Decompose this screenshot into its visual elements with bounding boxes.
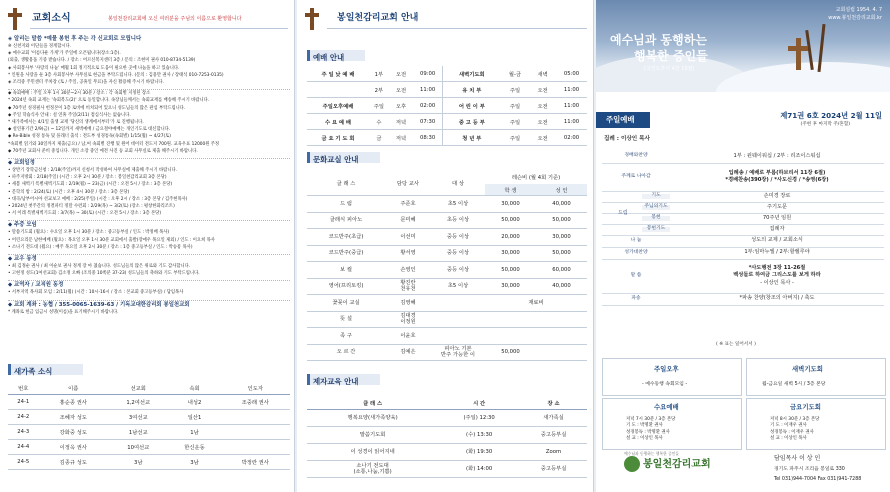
table-cell: 주일 <box>501 98 530 114</box>
news-line: ◆ 70주년 성경필사 헌정본이 1층 로비에 비치되어 있으니 성도님들의 많은 관심 부탁드립니다. <box>8 105 186 111</box>
table-cell: 저녁 <box>389 130 413 146</box>
news-line: ※ 신천지와 이단들을 경계합시다. <box>8 44 72 49</box>
table-cell: 50,000 <box>485 212 536 229</box>
table-cell: 수 <box>369 114 389 130</box>
service-detail <box>674 170 880 184</box>
table-cell: 저녁 <box>389 114 413 130</box>
sunday-label: 주일예배 <box>606 115 635 124</box>
table-cell: 영어(프리토킹) <box>307 278 385 295</box>
news-line: • 새봄 새벽기 특별새벽기도회 : 2/19(월) ~ 23(금) (시간 : 오전 5시 / 장소 : 3층 본당) <box>8 182 173 188</box>
worship-title: 예배 안내 <box>313 53 345 62</box>
table-row <box>307 98 587 114</box>
table-cell: 40,000 <box>536 278 587 295</box>
church-logo-icon <box>624 456 640 472</box>
afternoon-text: - 예수동행 속회모임 - <box>642 382 688 387</box>
table-cell: 코드반주(초급) <box>307 229 385 246</box>
news-line: • 말씀기도회 (월요) : 수요일 오후 1시 30분 / 장소 : 중고등부실 / 인도 : 박정배 목사) <box>8 230 170 236</box>
table-cell: 재료비 <box>485 295 587 312</box>
welcome-text: 봉일천감리교회에 오신 여러분을 주님의 이름으로 환영합니다 <box>108 16 242 22</box>
service-detail-line: *경배찬송(390장) / *사도신경 / *송영(6장) <box>725 177 829 183</box>
afternoon-title: 주일오후 <box>654 365 679 373</box>
table-cell: (주일) 12:30 <box>438 410 520 427</box>
news-line: • 최 김정순 권사 / 최 이순보 권사 정계 장 마 쳤습니다. 성도님들의 많은 위로와 기도 감사합니다. <box>8 264 191 269</box>
service-detail-line: 1부 : 윈웨이워십 / 2부 : 리조이스워십 <box>733 152 821 159</box>
table-cell: 주일 <box>369 98 389 114</box>
table-cell <box>307 82 369 98</box>
table-cell: 10여선교 <box>108 440 169 455</box>
news-line: ◈ 예수교회 '이름다운 가게'가 주일에 오픈됩니다(장소:1층). <box>8 51 121 57</box>
friday-title: 금요기도회 <box>790 403 821 411</box>
footer-tagline: 예수님과 동행하는 행복한 증인들 <box>624 451 679 456</box>
table-cell: (수) 13:30 <box>438 427 520 444</box>
service-detail <box>674 295 880 302</box>
news-line: (외출, 생활용품 기증 받습니다. / 장소 : 어르신복지센터 3층 / 문의 : 조현미 권사 010-8734-5139) <box>8 58 196 64</box>
service-detail <box>674 215 880 222</box>
table-row <box>307 427 587 444</box>
table-cell: 07:30 <box>413 114 442 130</box>
table-row <box>307 82 587 98</box>
table-cell: 주일 <box>501 114 530 130</box>
table-row <box>8 395 290 410</box>
table-cell: 30,000 <box>485 196 536 213</box>
table-cell: 30,000 <box>536 229 587 246</box>
table-cell: 초5 이상 <box>431 196 485 213</box>
column-header: 번호 <box>8 382 39 395</box>
table-cell: 09:00 <box>413 66 442 82</box>
service-detail <box>674 204 880 211</box>
service-label: 경배와찬양 <box>624 153 648 158</box>
table-cell: 일산1 <box>169 410 221 425</box>
website: www.봉일천감리교회.kr <box>828 15 882 21</box>
table-cell: 50,000 <box>485 344 536 361</box>
column-header: 속회 <box>169 382 221 395</box>
table-cell: 조중래 권사 <box>221 395 290 410</box>
service-label: 말 씀 <box>630 272 642 278</box>
table-cell: 한신운동 <box>169 440 221 455</box>
table-cell: 주 일 낮 예 배 <box>307 66 369 82</box>
table-cell: 행복요양(새가족양육) <box>307 410 438 427</box>
news-line: • 소나기 전도대 (월요) : 매주 목요일 오후 2시 30분 / 장소 : 1층 중고등부실 / 인도 : 박승룡 목사) <box>8 244 193 250</box>
table-cell: 주일 <box>501 82 530 98</box>
table-cell: 보 컬 <box>307 262 385 279</box>
table-cell: 오전 <box>389 66 413 82</box>
table-cell: 김대경 이정원 <box>385 311 431 328</box>
service-detail <box>674 193 880 200</box>
table-cell <box>536 328 587 345</box>
table-cell: 클래식 피아노 <box>307 212 385 229</box>
news-line: • 서 이레 특별새벽기도회 : 3/7(목) ~ 30(토) (시간 : 오전 5시 / 장소 : 3층 본당) <box>8 211 162 217</box>
table-cell: 60,000 <box>536 262 587 279</box>
table-cell: 청 년 부 <box>443 130 501 146</box>
service-detail-line: *파송 찬양(창조의 아버지) / 축도 <box>739 295 815 302</box>
culture-table: 클 래 스 담당 교사 대 상 레슨비 (월 4회 기준) 학 생 성 인 드 럼 주준호 초5 이상 30,000 40,000 클래식 피아노 문미혜 초등 이상 50,000 50,000 코드반주(초급) 이선미 중등 이상 20,000 30,000 코드반주(중급) 황서영 중등 이상 30,000 50,000 보 컬 손영인 중등 이상 50,000 60,000 영어(프리토킹) 황진란 천유천 초5 이상 30,000 40,000 꽃꽂이 교실 김영혜 재료비 뜻 설 김대경 이정원 족 구 이윤호 오 르 간 김예은 피아노 기본 반주 가능한 이 50,000 <box>307 170 587 361</box>
table-cell <box>431 295 485 312</box>
cover-title-1: 예수님과 동행하는 <box>610 33 707 47</box>
news-line: • 파주지방회 : 2/18(주일) (시간 : 오후 2시 30분 / 장소 : 봉일천감리교회 3층 본당) <box>8 175 167 181</box>
cross-logo-icon <box>8 8 22 30</box>
table-cell: 새가족실 <box>520 410 587 427</box>
table-cell: 02:00 <box>556 130 587 146</box>
service-detail <box>674 237 880 244</box>
issue-subtitle: (주현 후 마지막 주/혼혈) <box>800 122 850 127</box>
table-row <box>307 229 587 246</box>
cross-icon <box>788 38 808 70</box>
table-cell: 1부 <box>369 66 389 82</box>
table-cell: 24-1 <box>8 395 39 410</box>
column-header: 클 래 스 <box>307 396 438 410</box>
table-cell <box>536 311 587 328</box>
table-cell: 박정란 권사 <box>221 455 290 470</box>
table-cell: 11:00 <box>413 82 442 98</box>
table-cell: 홍순종 권사 <box>39 395 108 410</box>
table-row <box>8 455 290 470</box>
table-cell: 유 치 부 <box>443 82 501 98</box>
news-line: • 2024년 첫주간의 정결파티 정말 수련회 : 2/29(목) ~ 3/2(토) (장소 : 평창한화리조트) <box>8 204 175 209</box>
table-cell: 문미혜 <box>385 212 431 229</box>
service-detail <box>674 265 880 287</box>
news-title: 교회소식 <box>32 13 71 24</box>
table-cell: 중 고 등 부 <box>443 114 501 130</box>
table-cell: Zoom <box>520 444 587 461</box>
dawn-box <box>746 358 886 396</box>
table-cell: 이 성경이 읽어지네 <box>307 444 438 461</box>
table-row <box>307 344 587 361</box>
dawn-title: 새벽기도회 <box>792 365 823 373</box>
table-cell: 족 구 <box>307 328 385 345</box>
table-cell <box>221 410 290 425</box>
founding-date: 교회설립 1954. 4. 7 <box>835 7 882 13</box>
table-cell: 이정옥 권사 <box>39 440 108 455</box>
news-line: ◆ 속회예배 : 주일 오후 1시 30분~2시 30분 / 장소 : 각 속회별 지정된 장소 <box>8 91 151 97</box>
table-cell: 30,000 <box>485 245 536 262</box>
table-cell <box>485 311 536 328</box>
service-detail <box>674 226 880 233</box>
disciple-title: 제자교육 안내 <box>313 377 359 386</box>
table-row <box>307 461 587 478</box>
news-line: ◈ 사회봉사부 '사랑의 나눔' 매월 1회 정기적으로 도움이 필요한 곳에 나눔을 하고 있습니다. <box>8 65 180 71</box>
table-cell: 중등 이상 <box>431 245 485 262</box>
table-row <box>8 410 290 425</box>
service-label: 성가대찬양 <box>624 249 648 255</box>
table-cell: 코드반주(중급) <box>307 245 385 262</box>
table-cell: 1남선교 <box>108 425 169 440</box>
box-line: 저녁 7시 30분 / 3층 본당 <box>626 417 676 422</box>
news-line: * 인원을 사랑을 둔 3층 사회봉사부 사무실로 현금을 부탁드립니다. (문의 : 김용만 권사 / 장태석 010-7253-0135) <box>8 72 224 78</box>
news-line: ◆ 교역자 / 교직원 동정 <box>8 282 64 289</box>
table-cell: 08:30 <box>413 130 442 146</box>
box-line: 설 교 : 이상인 목사 <box>626 436 663 442</box>
news-line: • 대곡/남부어시아 선교보고 예배 : 2/25(주일) (시간 : 오후 2시 / 장소 : 3층 본당 / 김주현목사) <box>8 196 188 202</box>
table-cell: 24-2 <box>8 410 39 425</box>
table-cell: 24-5 <box>8 455 39 470</box>
table-cell: 11:00 <box>556 98 587 114</box>
table-cell: 새벽기도회 <box>443 66 501 82</box>
service-detail-line: 주기도문 <box>766 203 788 210</box>
bulletin-cover-panel <box>596 0 890 492</box>
table-cell: 오전 <box>529 130 556 146</box>
table-row <box>307 196 587 213</box>
service-detail-line: 손미경 장로 <box>763 192 791 199</box>
table-cell: 24-4 <box>8 440 39 455</box>
new-family-title: 새가족 소식 <box>14 367 53 376</box>
table-cell: 금 <box>369 130 389 146</box>
table-cell: 중등 이상 <box>431 229 485 246</box>
new-family-table <box>8 382 290 470</box>
news-line: • 문학의 밤 : 2/24(토) (시간 : 오후 4시 30분 / 장소 : 3층 본당) <box>8 189 130 195</box>
worship-table <box>307 66 587 146</box>
table-cell: 말씀기도회 <box>307 427 438 444</box>
service-detail <box>674 249 880 256</box>
table-cell: 02:00 <box>413 98 442 114</box>
table-cell <box>221 425 290 440</box>
news-line: ◆ Re-Bible 성경 통독 및 플래너 출석 : 전도부 성경통독(속회별) 1/15(월) ~ 4/27(토) <box>8 134 171 140</box>
box-line: 성경봉독 : 이재우 권사 <box>770 429 814 435</box>
table-cell: 손영인 <box>385 262 431 279</box>
table-cell <box>536 344 587 361</box>
table-cell <box>485 328 536 345</box>
cover-verse: (고린도후서 4장 10절) <box>644 66 695 72</box>
info-panel <box>297 0 594 492</box>
table-cell: (화) 14:00 <box>438 461 520 478</box>
church-phone: Tel 031)944-7004 Fax 031)941-7288 <box>774 477 862 482</box>
issue-number: 제71권 6호 2024년 2월 11일 <box>780 111 882 120</box>
table-cell <box>431 311 485 328</box>
news-line: ◈ 조리중 주민센터 주차장 (토 / 주일, 공휴일 무료)을 자신 활용해 주시기 바랍니다. <box>8 80 164 85</box>
table-cell: 김종규 성도 <box>39 455 108 470</box>
table-cell: 20,000 <box>485 229 536 246</box>
table-cell: 11:00 <box>556 114 587 130</box>
disciple-table <box>307 396 587 478</box>
service-detail-line: 1부:임마누엘 / 2부:할렐루야 <box>744 249 810 256</box>
table-cell: 김예은 <box>385 344 431 361</box>
table-cell: 주준호 <box>385 196 431 213</box>
news-line: • 어린요리문 남한예배 (월요) : 목요일 오후 1시 30분 교회에서 출발(장애우 목요일 제외) / 인도 : 이요희 목사 <box>8 237 215 243</box>
table-row <box>8 440 290 455</box>
table-cell: 50,000 <box>536 245 587 262</box>
table-cell: 어 린 이 부 <box>443 98 501 114</box>
table-row <box>307 295 587 312</box>
table-cell: 3여선교 <box>108 410 169 425</box>
table-cell: 중등 이상 <box>431 262 485 279</box>
table-row <box>307 245 587 262</box>
pastor-name: 담임목사 이 상 인 <box>774 455 821 462</box>
table-cell: 주일 <box>501 130 530 146</box>
offering-group-label: 드림 <box>618 210 628 216</box>
table-cell: 30,000 <box>485 278 536 295</box>
service-detail-line: 집례자 <box>769 225 785 232</box>
service-item <box>602 163 884 192</box>
service-detail-line: 성도의 교제 / 교회소식 <box>751 237 803 244</box>
service-label: 봉헌 <box>642 216 670 221</box>
column-header: 장 소 <box>520 396 587 410</box>
info-title: 봉일천감리교회 안내 <box>337 13 419 23</box>
table-row <box>307 114 587 130</box>
service-label: 주께로 나아감 <box>621 173 651 179</box>
news-panel <box>0 0 295 492</box>
news-line: ◆ 주중 모임 <box>8 222 37 229</box>
table-cell: 피아노 기본 반주 가능한 이 <box>431 344 485 361</box>
table-cell: 40,000 <box>536 196 587 213</box>
service-detail <box>674 153 880 160</box>
table-cell: 50,000 <box>485 262 536 279</box>
table-row <box>307 444 587 461</box>
table-cell: 이선미 <box>385 229 431 246</box>
dawn-text: 월-금요일 새벽 5시 / 3층 본당 <box>762 382 826 387</box>
table-cell: 중고등부실 <box>520 427 587 444</box>
box-line: 성경봉독 : 박명환 권사 <box>626 429 670 435</box>
divider <box>8 158 290 160</box>
news-line: ◆ 교회 계좌 : 농협 / 355-0065-1639-63 / 기독교대한감리회 봉일천교회 <box>8 301 190 308</box>
table-cell: 금 요 기 도 회 <box>307 130 369 146</box>
box-line: 설 교 : 이상인 목사 <box>770 436 807 442</box>
service-item <box>602 293 884 306</box>
news-line: ◆ 70주년 교회사 준비 중입니다. 개인 소장 중인 예전 사진 등 교회 사무실로 제출 해주시기 바랍니다. <box>8 148 198 154</box>
news-line: • 상반기 장학금신청 : 2/18(주일)까지 신청서 작성하여 사무실에 제출해 주시기 바랍니다. <box>8 168 177 173</box>
column-header: 인도자 <box>221 382 290 395</box>
news-line: • 고현정 성도(1여선교회) 김소정 오빠 (조의중 10쪽분 37-23) 성도님들의 축하와 기도 부탁드립니다. <box>8 271 200 277</box>
service-label: 나 눔 <box>630 237 642 243</box>
news-line: • 서부지역 목사회 모임 : 2/11(월) (시간 : 10시-16시 / 장소 : 본교회 중고등부실) / 담임목사 <box>8 290 184 296</box>
table-cell: 이윤호 <box>385 328 431 345</box>
table-cell: 05:00 <box>556 66 587 82</box>
table-cell: 강화중 성도 <box>39 425 108 440</box>
table-cell: 오전 <box>529 82 556 98</box>
table-cell <box>221 440 290 455</box>
news-line: * 새가족에서는 4/1일 출생 교재 '당신의 생계에서부터'가 로 진행됩니다. <box>8 120 144 125</box>
church-address: 경기도 파주시 조리읍 봉일로 330 <box>774 467 845 472</box>
table-row <box>307 410 587 427</box>
table-cell: 조혜자 성도 <box>39 410 108 425</box>
table-cell: 3남 <box>169 455 221 470</box>
table-cell: 꽃꽂이 교실 <box>307 295 385 312</box>
column-header: 이름 <box>39 382 108 395</box>
table-row <box>307 130 587 146</box>
table-cell: 김영혜 <box>385 295 431 312</box>
service-label: 기도 <box>642 194 670 199</box>
service-detail-line: 백성들로 하여금 그리스도를 보게 하라 <box>733 272 821 279</box>
news-line: *속회별 읽기와 30일까지 제출(금요) / 남,여 속회별 진행 및 원어 데이터 전도지 700원. 교육우표 12000원 주정 <box>8 141 220 147</box>
table-cell: 2부 <box>369 82 389 98</box>
culture-title: 문화교실 안내 <box>313 155 359 164</box>
table-cell: 황진란 천유천 <box>385 278 431 295</box>
table-cell: 초5 이상 <box>431 278 485 295</box>
news-line: ◆ 설연휴기간 2/9(금) ~ 12일까지 새벽예배 / 금요철야예배는 개인기도로 대신합니다. <box>8 127 171 133</box>
cross-logo-icon <box>305 8 319 30</box>
news-line: ◆ 교회일정 <box>8 160 35 166</box>
table-row <box>307 278 587 295</box>
table-cell: 1,2여선교 <box>108 395 169 410</box>
afternoon-box <box>602 358 742 396</box>
table-row <box>8 425 290 440</box>
news-line: ◆ 교우 동정 <box>8 256 37 262</box>
table-cell: (화) 19:30 <box>438 444 520 461</box>
table-cell: 황서영 <box>385 245 431 262</box>
table-cell: 초등 이상 <box>431 212 485 229</box>
box-line: 저녁 8시 30분 / 3층 본당 <box>770 417 820 422</box>
table-cell: 오전 <box>389 82 413 98</box>
service-item <box>602 150 884 164</box>
service-detail-line: - 이상인 목사 - <box>760 279 794 286</box>
news-line: * 2024년 속회 교재는 '속회복도(2)' 으로 동일합니다. 속장님들께서는 속회교재를 배송해 주시기 바랍니다. <box>8 98 210 104</box>
box-line: 기 도 : 박명환 권사 <box>626 423 663 429</box>
table-cell: 내성2 <box>169 395 221 410</box>
column-header: 선교회 <box>108 382 169 395</box>
divider <box>8 254 290 256</box>
service-detail-line: 70주년 임원 <box>762 214 792 221</box>
divider <box>8 220 290 222</box>
table-cell: 오 르 간 <box>307 344 385 361</box>
table-row <box>307 311 587 328</box>
table-cell: 중고등부실 <box>520 461 587 478</box>
table-cell: 새벽 <box>529 66 556 82</box>
footer-church-name: 봉일천감리교회 <box>643 459 711 470</box>
table-cell: 월-금 <box>501 66 530 82</box>
column-header: 시 간 <box>438 396 520 410</box>
news-line: ◆ 주일 학습식사 안내 : 설 연휴 주일(2/11) 점심식사는 없습니다. <box>8 112 131 118</box>
table-cell: 소나기 전도대 (소통,나눔,기쁨) <box>307 461 438 478</box>
news-line: ◈ 알리는 말씀 *예물 봉헌 후 주는 각 신교회로 모립니다 <box>8 36 142 42</box>
table-cell: 오후 <box>389 98 413 114</box>
table-cell: 3남 <box>108 455 169 470</box>
table-cell: 뜻 설 <box>307 311 385 328</box>
service-label: 파송 <box>631 295 641 301</box>
table-row <box>307 66 587 82</box>
table-cell: 주일오후예배 <box>307 98 369 114</box>
news-line: * 계좌로 헌금 입금시 성명(이름)을 표기해주시기 바랍니다. <box>8 309 119 315</box>
service-label: 봉헌기도 <box>642 227 670 232</box>
table-cell: 수 요 예 배 <box>307 114 369 130</box>
table-row <box>307 262 587 279</box>
table-cell: 드 럼 <box>307 196 385 213</box>
service-label: 주님의기도 <box>642 205 670 210</box>
table-cell: 1남 <box>169 425 221 440</box>
service-detail-line: *사도행전 3장 11-26절 <box>748 265 806 272</box>
table-cell: 50,000 <box>536 212 587 229</box>
officiant: 집례 : 이상인 목사 <box>604 136 650 142</box>
service-item <box>602 259 884 294</box>
table-row <box>307 212 587 229</box>
service-detail-line: 입례송 / 예배로 부름(하브리서 11장 6절) <box>728 169 826 176</box>
table-cell: 오전 <box>529 98 556 114</box>
cover-title-2: 행복한 증인들 <box>634 49 708 63</box>
table-row <box>307 328 587 345</box>
standing-note: ( ※ 표는 일어서서 ) <box>716 342 756 347</box>
table-cell: 11:00 <box>556 82 587 98</box>
wednesday-title: 수요예배 <box>654 403 679 411</box>
table-cell: 24-3 <box>8 425 39 440</box>
table-cell <box>431 328 485 345</box>
box-line: 기 도 : 이재우 권사 <box>770 423 807 429</box>
table-cell: 오전 <box>529 114 556 130</box>
